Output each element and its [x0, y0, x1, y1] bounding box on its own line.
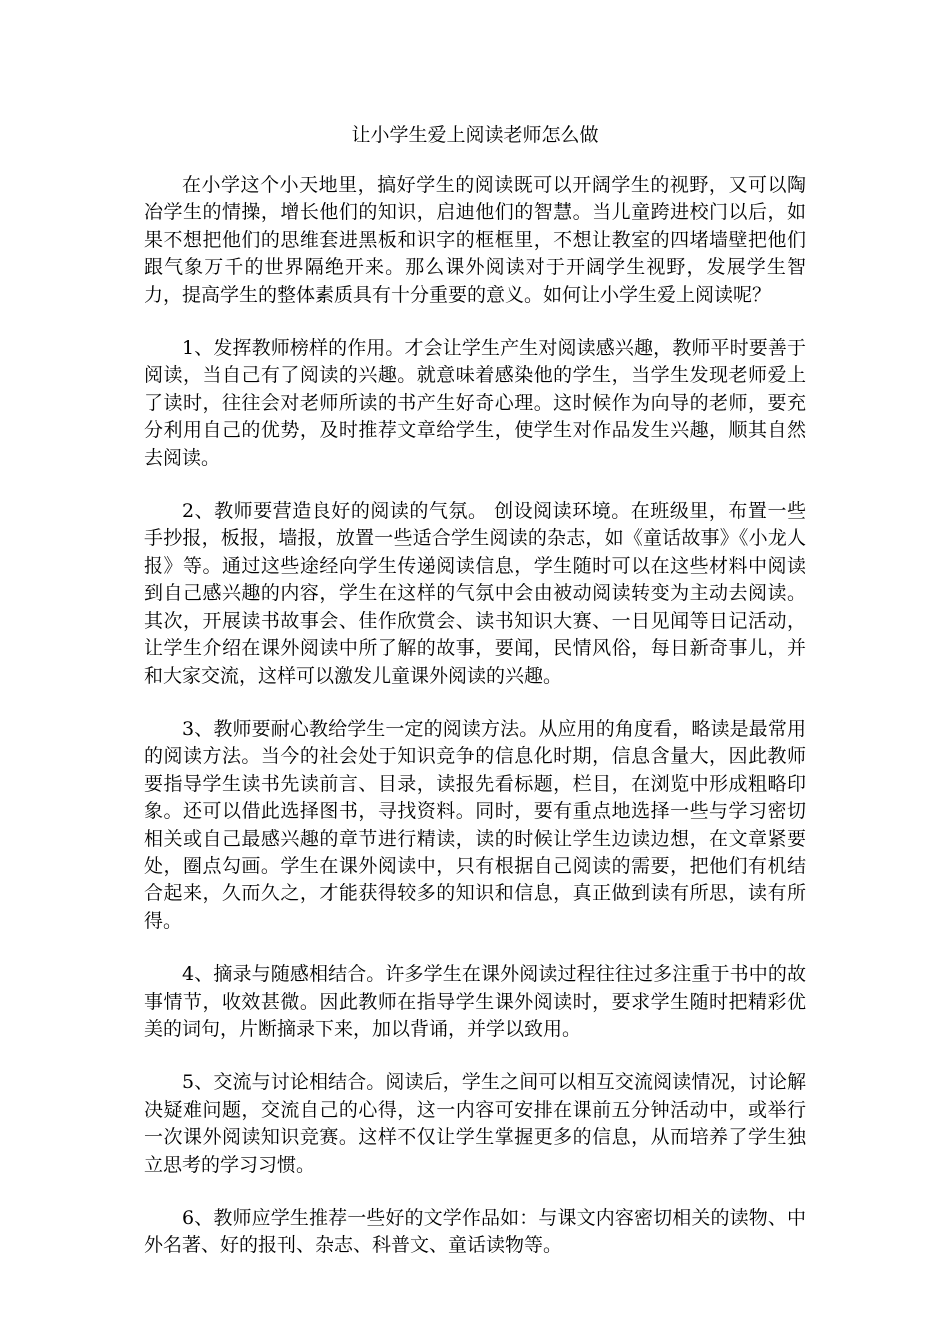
paragraph-point-1: 1、发挥教师榜样的作用。才会让学生产生对阅读感兴趣，教师平时要善于阅读，当自己有了阅读的兴趣。就意味着感染他的学生，当学生发现老师爱上了读时，往往会对老师所读的书产生好奇心理。这时候作为向导的老师，要充分利用自己的优势，及时推荐文章给学生，使学生对作品发生兴趣，顺其自然去阅读。 — [144, 337, 806, 469]
document-body — [144, 120, 806, 1286]
paragraph-point-5: 5、交流与讨论相结合。阅读后，学生之间可以相互交流阅读情况，讨论解决疑难问题，交流自己的心得，这一内容可安排在课前五分钟活动中，或举行一次课外阅读知识竞赛。这样不仅让学生掌握更多的信息，从而培养了学生独立思考的学习习惯。 — [144, 1071, 806, 1176]
paragraph-point-2: 2、教师要营造良好的阅读的气氛。 创设阅读环境。在班级里，布置一些手抄报，板报，墙报，放置一些适合学生阅读的杂志，如《童话故事》《小龙人报》等。通过这些途经向学生传递阅读信息，学生随时可以在这些材料中阅读到自己感兴趣的内容，学生在这样的气氛中会由被动阅读转变为主动去阅读。 其次，开展读书故事会、佳作欣赏会、读书知识大赛、一日见闻等日记活动，让学生介绍在课外阅读中所了解的故事，要闻，民情风俗，每日新奇事儿，并和大家交流，这样可以激发儿童课外阅读的兴趣。 — [144, 500, 806, 687]
paragraph-point-6: 6、教师应学生推荐一些好的文学作品如：与课文内容密切相关的读物、中外名著、好的报刊、杂志、科普文、童话读物等。 — [144, 1207, 806, 1257]
paragraph-point-4: 4、摘录与随感相结合。许多学生在课外阅读过程往往过多注重于书中的故事情节，收效甚微。因此教师在指导学生课外阅读时，要求学生随时把精彩优美的词句，片断摘录下来，加以背诵，并学以致用。 — [144, 963, 806, 1040]
intro-paragraph: 在小学这个小天地里，搞好学生的阅读既可以开阔学生的视野，又可以陶冶学生的情操，增长他们的知识，启迪他们的智慧。当儿童跨进校门以后，如果不想把他们的思维套进黑板和识字的框框里，不想让教室的四堵墙壁把他们跟气象万千的世界隔绝开来。那么课外阅读对于开阔学生视野，发展学生智力，提高学生的整体素质具有十分重要的意义。如何让小学生爱上阅读呢？ — [144, 174, 806, 306]
paragraph-point-3: 3、教师要耐心教给学生一定的阅读方法。从应用的角度看，略读是最常用的阅读方法。当今的社会处于知识竞争的信息化时期，信息含量大，因此教师要指导学生读书先读前言、目录，读报先看标题，栏目，在浏览中形成粗略印象。还可以借此选择图书，寻找资料。同时，要有重点地选择一些与学习密切相关或自己最感兴趣的章节进行精读，读的时候让学生边读边想，在文章紧要处，圈点勾画。学生在课外阅读中，只有根据自己阅读的需要，把他们有机结合起来，久而久之，才能获得较多的知识和信息，真正做到读有所思，读有所得。 — [144, 717, 806, 932]
document-title: 让小学生爱上阅读老师怎么做 — [351, 124, 599, 146]
